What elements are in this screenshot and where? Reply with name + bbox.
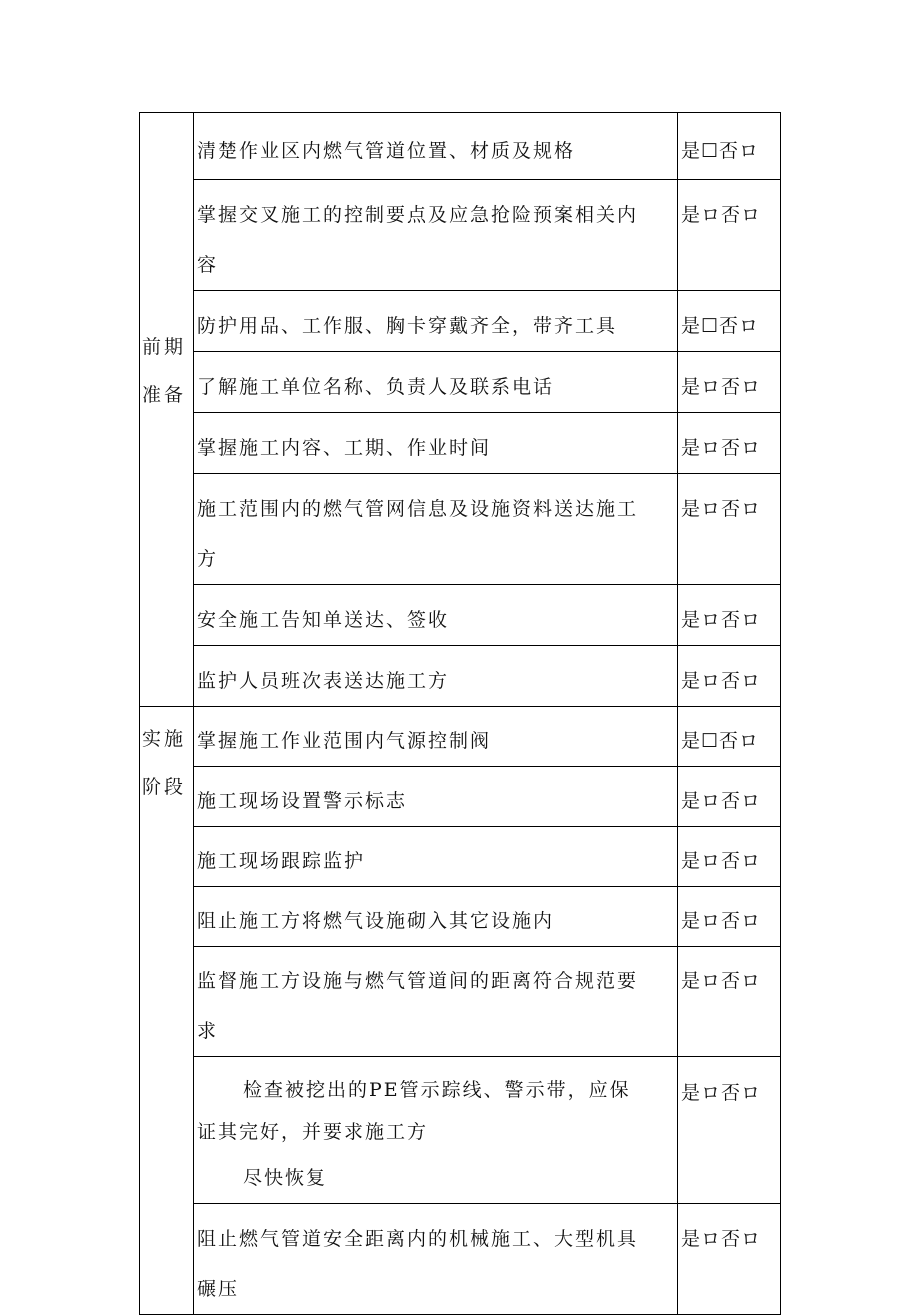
check-item-text: 检查被挖出的PE管示踪线、警示带，应保 证其完好，并要求施工方 尽快恢复 bbox=[197, 1079, 631, 1189]
table-row bbox=[140, 707, 781, 767]
check-item: 施工现场设置警示标志 bbox=[194, 767, 678, 827]
answer-cell[interactable]: 是ロ否ロ bbox=[678, 474, 781, 585]
table-row bbox=[140, 947, 781, 1057]
table-row bbox=[140, 352, 781, 413]
answer-cell[interactable]: 是ロ否ロ bbox=[678, 180, 781, 291]
table-row bbox=[140, 887, 781, 947]
answer-cell[interactable]: 是ロ否ロ bbox=[678, 1057, 781, 1204]
table-row bbox=[140, 827, 781, 887]
table-row bbox=[140, 180, 781, 291]
answer-cell[interactable]: 是ロ否ロ bbox=[678, 352, 781, 413]
answer-cell[interactable]: 是ロ否ロ bbox=[678, 1204, 781, 1315]
table-row bbox=[140, 646, 781, 707]
table-row bbox=[140, 474, 781, 585]
table-row bbox=[140, 413, 781, 474]
check-item: 掌握施工内容、工期、作业时间 bbox=[194, 413, 678, 474]
answer-cell[interactable]: 是☐否ロ bbox=[678, 707, 781, 767]
checklist-table bbox=[139, 112, 781, 1315]
table-row bbox=[140, 113, 781, 180]
check-item: 阻止燃气管道安全距离内的机械施工、大型机具碾压 bbox=[194, 1204, 678, 1315]
table-row bbox=[140, 585, 781, 646]
check-item: 掌握交叉施工的控制要点及应急抢险预案相关内容 bbox=[194, 180, 678, 291]
answer-cell[interactable]: 是☐否ロ bbox=[678, 113, 781, 180]
check-item: 防护用品、工作服、胸卡穿戴齐全，带齐工具 bbox=[194, 291, 678, 352]
check-item: 阻止施工方将燃气设施砌入其它设施内 bbox=[194, 887, 678, 947]
check-item: 清楚作业区内燃气管道位置、材质及规格 bbox=[194, 113, 678, 180]
phase-cell-preparation bbox=[140, 113, 194, 707]
table-row bbox=[140, 291, 781, 352]
check-item: 施工现场跟踪监护 bbox=[194, 827, 678, 887]
answer-cell[interactable]: 是ロ否ロ bbox=[678, 887, 781, 947]
check-item: 了解施工单位名称、负责人及联系电话 bbox=[194, 352, 678, 413]
answer-cell[interactable]: 是ロ否ロ bbox=[678, 413, 781, 474]
check-item: 监护人员班次表送达施工方 bbox=[194, 646, 678, 707]
answer-cell[interactable]: 是ロ否ロ bbox=[678, 767, 781, 827]
checklist-sheet bbox=[139, 112, 780, 1300]
answer-cell[interactable]: 是ロ否ロ bbox=[678, 947, 781, 1057]
answer-cell[interactable]: 是ロ否ロ bbox=[678, 646, 781, 707]
answer-cell[interactable]: 是ロ否ロ bbox=[678, 585, 781, 646]
check-item: 安全施工告知单送达、签收 bbox=[194, 585, 678, 646]
phase-label: 前期 准备 bbox=[142, 336, 187, 406]
answer-cell[interactable]: 是ロ否ロ bbox=[678, 827, 781, 887]
check-item: 掌握施工作业范围内气源控制阀 bbox=[194, 707, 678, 767]
check-item: 施工范围内的燃气管网信息及设施资料送达施工方 bbox=[194, 474, 678, 585]
table-row bbox=[140, 767, 781, 827]
check-item bbox=[194, 1057, 678, 1204]
answer-cell[interactable]: 是☐否ロ bbox=[678, 291, 781, 352]
table-row bbox=[140, 1204, 781, 1315]
table-row bbox=[140, 1057, 781, 1204]
phase-label: 实施 阶段 bbox=[142, 728, 187, 798]
check-item: 监督施工方设施与燃气管道间的距离符合规范要求 bbox=[194, 947, 678, 1057]
phase-cell-implementation bbox=[140, 707, 194, 1315]
